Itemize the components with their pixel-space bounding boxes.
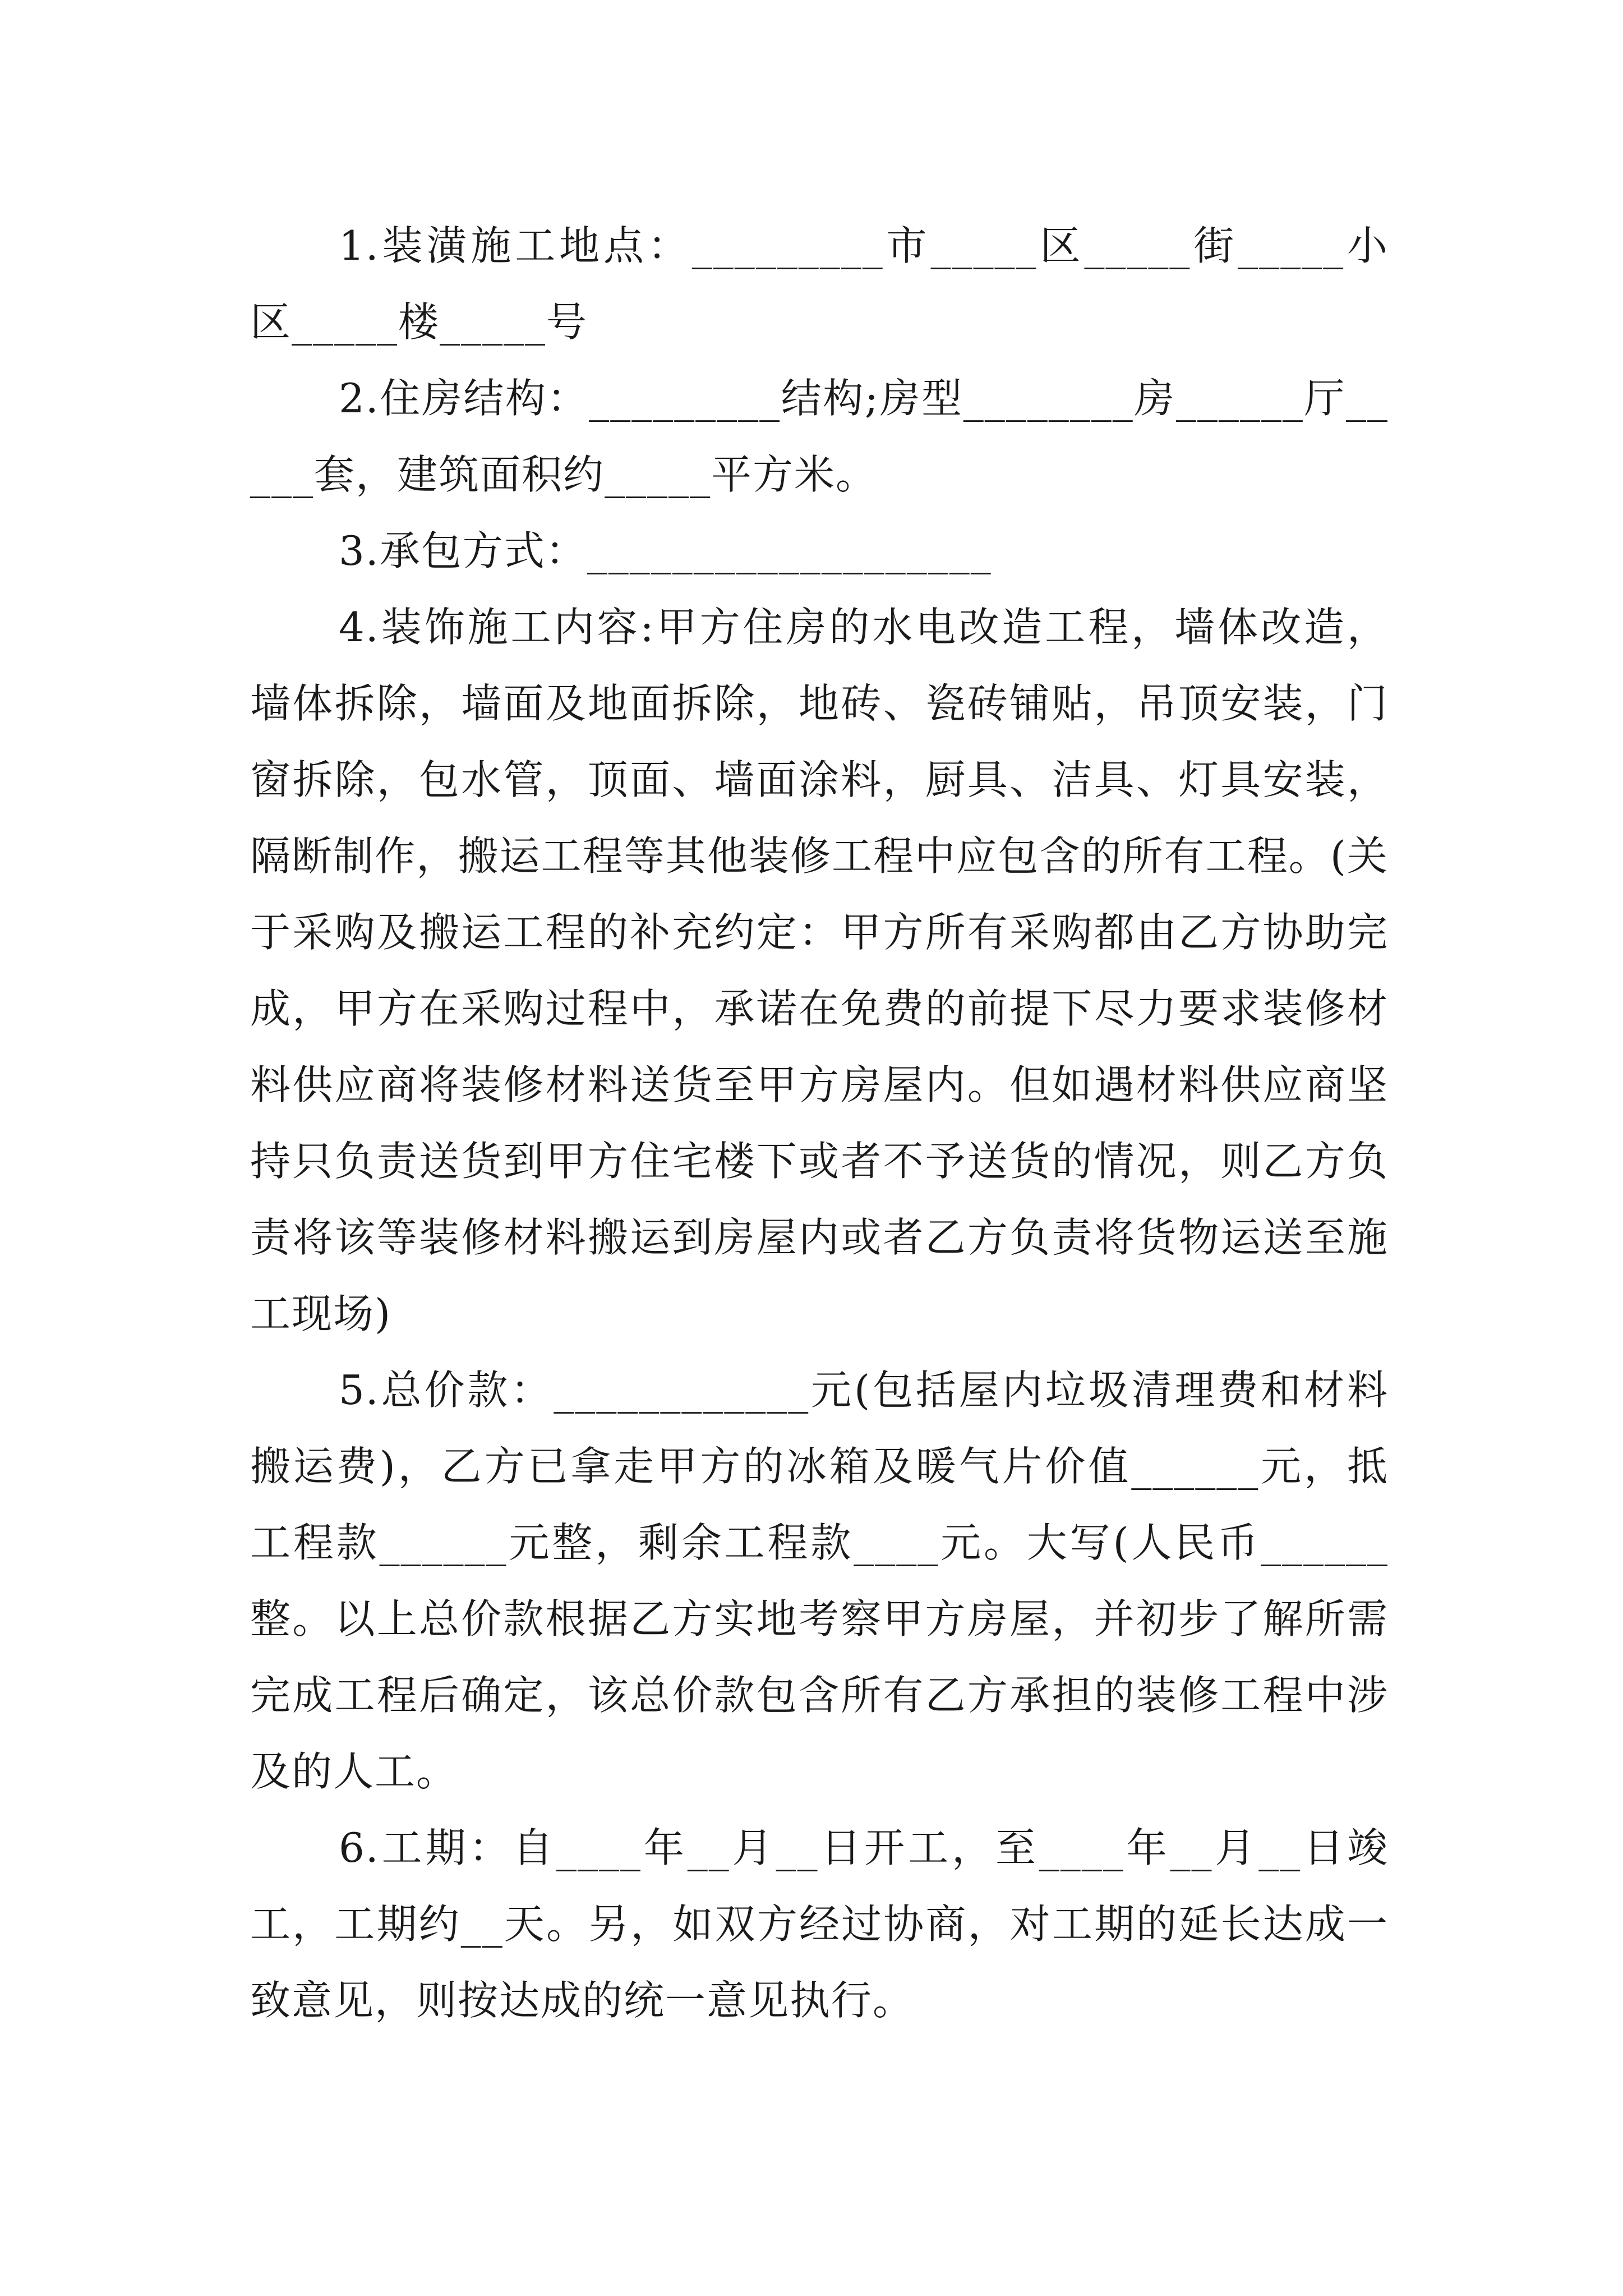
clause-3-contract-method: 3.承包方式：___________________: [339, 527, 992, 574]
document-body: [250, 208, 1389, 2039]
clause-6-construction-period: 6.工期：自____年__月__日开工，至____年__月__日竣工，工期约__天。另，如双方经过协商，对工期的延长达成一致意见，则按达成的统一意见执行。: [250, 1824, 1389, 2024]
clause-2-housing-structure: 2.住房结构：_________结构;房型________房______厅_____套，建筑面积约_____平方米。: [250, 375, 1389, 498]
clause-5-total-price: 5.总价款：____________元(包括屋内垃圾清理费和材料搬运费)，乙方已拿走甲方的冰箱及暖气片价值______元，抵工程款______元整，剩余工程款____元。大写(人民币______整。以上总价款根据乙方实地考察甲方房屋，并初步了解所需完成工程后确定，该总价款包含所有乙方承担的装修工程中涉及的人工。: [250, 1366, 1389, 1795]
clause-1-construction-site: 1.装潢施工地点：_________市_____区_____街_____小区_____楼_____号: [250, 222, 1389, 346]
clause-4-construction-content: 4.装饰施工内容:甲方住房的水电改造工程，墙体改造，墙体拆除，墙面及地面拆除，地砖、瓷砖铺贴，吊顶安装，门窗拆除，包水管，顶面、墙面涂料，厨具、洁具、灯具安装，隔断制作，搬运工程等其他装修工程中应包含的所有工程。(关于采购及搬运工程的补充约定：甲方所有采购都由乙方协助完成，甲方在采购过程中，承诺在免费的前提下尽力要求装修材料供应商将装修材料送货至甲方房屋内。但如遇材料供应商坚持只负责送货到甲方住宅楼下或者不予送货的情况，则乙方负责将该等装修材料搬运到房屋内或者乙方负责将货物运送至施工现场): [250, 604, 1389, 1337]
